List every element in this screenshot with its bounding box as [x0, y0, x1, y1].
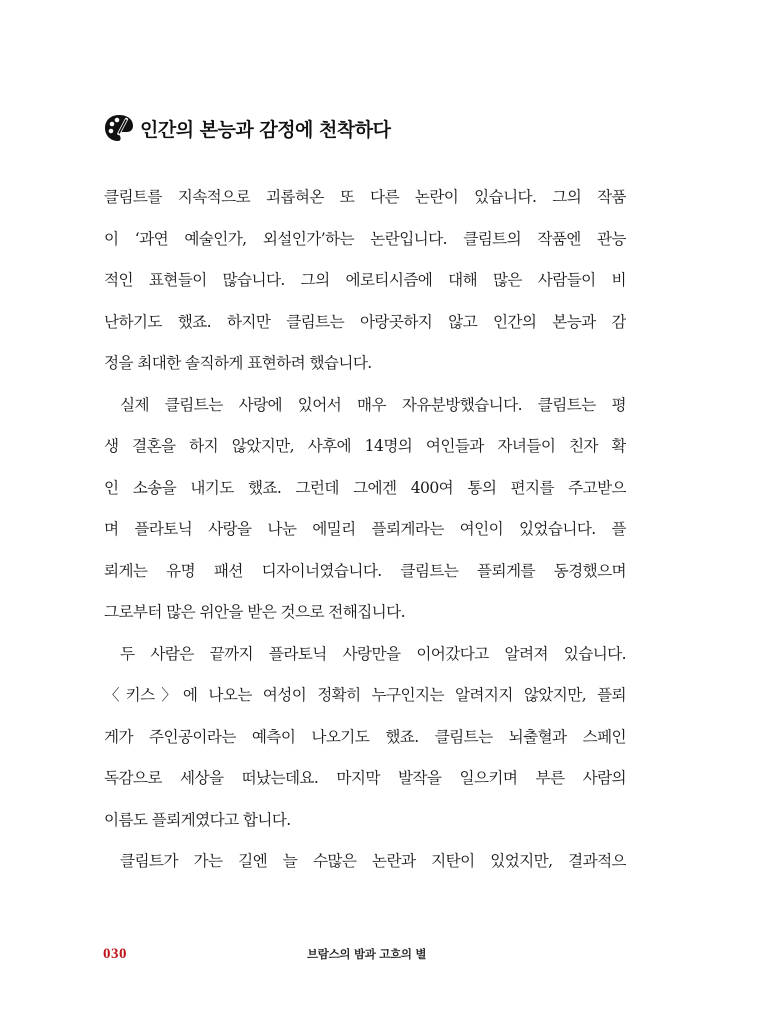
text-line: 난하기도 했죠. 하지만 클림트는 아랑곳하지 않고 인간의 본능과 감	[104, 312, 626, 331]
text-line: 생 결혼을 하지 않았지만, 사후에 14명의 여인들과 자녀들이 친자 확	[104, 437, 626, 455]
page-number: 030	[103, 946, 127, 962]
text-line: 이름도 플뢰게였다고 합니다.	[104, 810, 291, 829]
section-title: 인간의 본능과 감정에 천착하다	[140, 118, 391, 141]
text-line: 며 플라토닉 사랑을 나눈 에밀리 플뢰게라는 여인이 있었습니다. 플	[104, 520, 626, 538]
section-heading	[104, 111, 390, 145]
palette-icon	[104, 113, 134, 143]
text-line: 뢰게는 유명 패션 디자이너였습니다. 클림트는 플뢰게를 동경했으며	[104, 561, 626, 580]
text-line: 정을 최대한 솔직하게 표현하려 했습니다.	[104, 354, 372, 372]
text-line: 그로부터 많은 위안을 받은 것으로 전해집니다.	[104, 603, 405, 621]
text-line: 클림트를 지속적으로 괴롭혀온 또 다른 논란이 있습니다. 그의 작품	[104, 188, 626, 206]
text-line: 실제 클림트는 사랑에 있어서 매우 자유분방했습니다. 클림트는 평	[120, 395, 626, 414]
running-title: 브람스의 밤과 고흐의 별	[307, 947, 427, 961]
text-line: 〈키스〉에 나오는 여성이 정확히 누구인지는 알려지지 않았지만, 플뢰	[104, 686, 626, 704]
body-text	[104, 177, 626, 883]
text-line: 게가 주인공이라는 예측이 나오기도 했죠. 클림트는 뇌출혈과 스페인	[104, 727, 626, 746]
text-line: 독감으로 세상을 떠났는데요. 마지막 발작을 일으키며 부른 사람의	[104, 769, 626, 787]
text-line: 적인 표현들이 많습니다. 그의 에로티시즘에 대해 많은 사람들이 비	[104, 271, 626, 289]
text-line: 두 사람은 끝까지 플라토닉 사랑만을 이어갔다고 알려져 있습니다.	[120, 644, 626, 663]
text-line: 이 ‘과연 예술인가, 외설인가’하는 논란입니다. 클림트의 작품엔 관능	[104, 229, 626, 248]
text-line: 클림트가 가는 길엔 늘 수많은 논란과 지탄이 있었지만, 결과적으	[120, 852, 626, 870]
text-line: 인 소송을 내기도 했죠. 그런데 그에겐 400여 통의 편지를 주고받으	[104, 478, 626, 497]
